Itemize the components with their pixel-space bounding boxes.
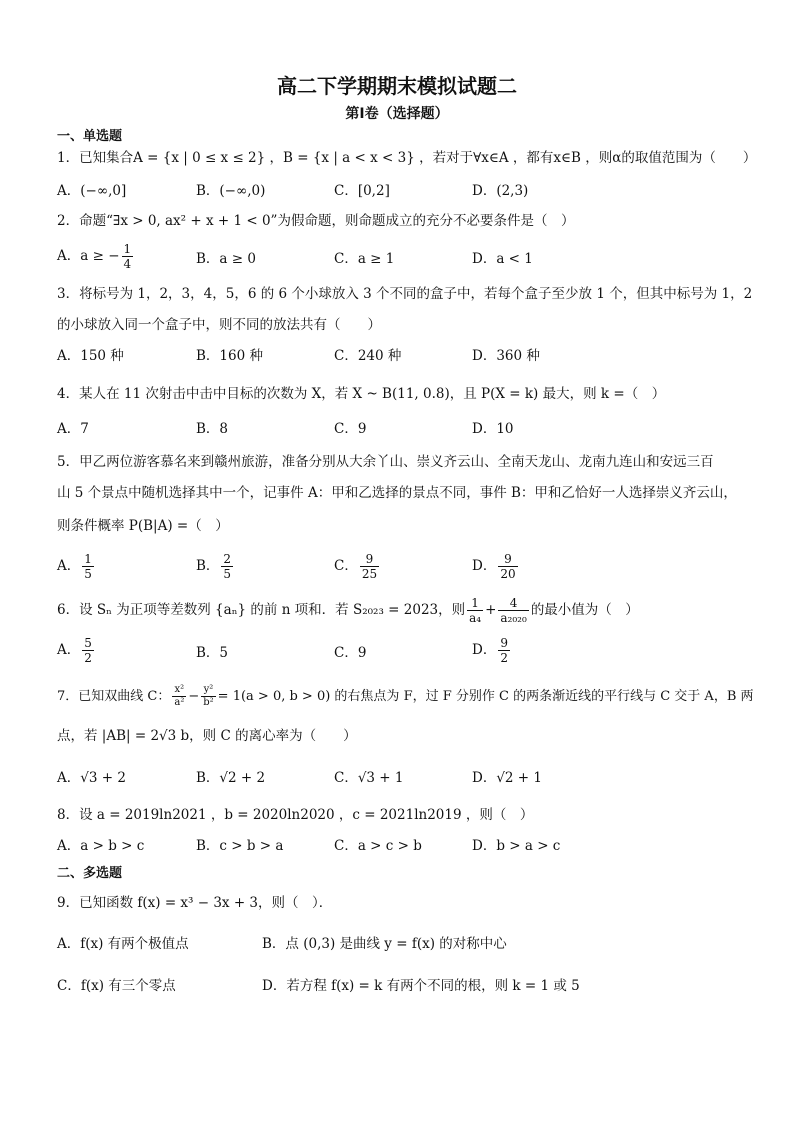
- option-label: D．: [472, 642, 497, 658]
- question-7-stem-end: = 1(a > 0, b > 0) 的右焦点为 F，过 F 分别作 C 的两条渐近线的平行线与 C 交于 A，B 两: [217, 689, 754, 704]
- fraction-numerator: 1: [123, 242, 132, 256]
- question-9-option-a: A．f(x) 有两个极值点: [57, 936, 189, 952]
- question-7-option-c: C．√3 + 1: [334, 770, 404, 786]
- fraction-numerator: 2: [223, 552, 232, 566]
- fraction-numerator: x²: [172, 684, 186, 697]
- fraction-denominator: 2: [500, 651, 508, 665]
- fraction-denominator: b²: [203, 697, 214, 708]
- option-fraction: [498, 636, 510, 665]
- option-fraction: [360, 552, 379, 581]
- option-label: B．: [196, 558, 220, 574]
- question-5-line-1: 5．甲乙两位游客慕名来到赣州旅游，准备分别从大余丫山、崇义齐云山、全南天龙山、龙南九连山和安远三百: [57, 454, 714, 470]
- question-1-option-b: B．(−∞,0): [196, 183, 266, 199]
- question-3-option-d: D．360 种: [472, 348, 540, 364]
- question-6-option-a: [57, 636, 96, 665]
- question-4-option-a: A．7: [57, 421, 89, 437]
- minus-sign: −: [188, 689, 200, 704]
- fraction-numerator: 9: [360, 552, 379, 567]
- question-4-stem: 4．某人在 11 次射击中击中目标的次数为 X，若 X ~ B(11, 0.8)，且 P(X = k) 最大，则 k =（ ）: [57, 386, 666, 402]
- question-6-option-c: C．9: [334, 645, 367, 661]
- question-7-fraction-x: [172, 684, 186, 709]
- question-7-option-d: D．√2 + 1: [472, 770, 542, 786]
- fraction-denominator: a²: [174, 697, 185, 708]
- question-2-option-a-fraction: [122, 242, 134, 271]
- question-3-option-a: A．150 种: [57, 348, 124, 364]
- question-1-option-d: D．(2,3): [472, 183, 529, 199]
- fraction-denominator: 4: [123, 257, 132, 271]
- page-title: 高二下学期期末模拟试题二: [277, 74, 517, 98]
- question-7-fraction-y: [201, 684, 215, 709]
- question-4-option-b: B．8: [196, 421, 229, 437]
- question-4-option-d: D．10: [472, 421, 514, 437]
- question-2-option-a: [57, 242, 135, 271]
- question-7-line-2: 点，若 |AB| = 2√3 b，则 C 的离心率为（ ）: [57, 728, 357, 744]
- question-2-option-d: D．a < 1: [472, 251, 533, 267]
- fraction-denominator: 5: [223, 567, 232, 581]
- question-2-option-a-prefix: A．a ≥ −: [57, 248, 120, 264]
- question-9-stem: 9．已知函数 f(x) = x³ − 3x + 3，则（ ）．: [57, 895, 333, 911]
- question-6-fraction-1: [467, 596, 483, 625]
- question-9-option-b: B．点 (0,3) 是曲线 y = f(x) 的对称中心: [262, 936, 507, 952]
- section-multiple-choice: 二、多选题: [57, 866, 123, 881]
- fraction-numerator: 9: [500, 636, 508, 650]
- option-label: A．: [57, 558, 81, 574]
- option-label: D．: [472, 558, 497, 574]
- question-9-option-d: D．若方程 f(x) = k 有两个不同的根，则 k = 1 或 5: [262, 978, 580, 994]
- question-2-stem: 2．命题“∃x > 0, ax² + x + 1 < 0”为假命题，则命题成立的充分不必要条件是（ ）: [57, 213, 575, 229]
- question-1-option-a: A．(−∞,0]: [57, 183, 127, 199]
- plus-sign: +: [485, 602, 497, 618]
- page-subtitle: 第I卷（选择题）: [345, 106, 449, 122]
- fraction-numerator: 5: [84, 636, 92, 650]
- option-fraction: [498, 552, 517, 581]
- question-6-option-b: B．5: [196, 645, 229, 661]
- fraction-numerator: 4: [498, 596, 528, 611]
- question-7-stem: [57, 684, 754, 709]
- question-1-option-c: C．[0,2]: [334, 183, 390, 199]
- question-3-line-2: 的小球放入同一个盒子中，则不同的放法共有（ ）: [57, 317, 381, 333]
- fraction-denominator: a₄: [469, 611, 482, 625]
- question-4-option-c: C．9: [334, 421, 367, 437]
- question-8-stem: 8．设 a = 2019ln2021 ，b = 2020ln2020 ，c = 2021ln2019 ，则（ ）: [57, 807, 534, 823]
- option-label: C．: [334, 558, 358, 574]
- section-single-choice: 一、单选题: [57, 129, 123, 144]
- question-1-stem: 1．已知集合A = {x | 0 ≤ x ≤ 2} ，B = {x | a < x < 3} ，若对于∀x∈A ，都有x∈B ，则α的取值范围为（ ）: [57, 150, 757, 166]
- fraction-denominator: 25: [361, 567, 378, 581]
- question-5-line-3: 则条件概率 P(B|A) =（ ）: [57, 518, 229, 534]
- fraction-numerator: 9: [498, 552, 517, 567]
- question-6-fraction-2: [498, 596, 528, 625]
- fraction-numerator: y²: [201, 684, 215, 697]
- fraction-denominator: 20: [500, 567, 516, 581]
- question-8-option-c: C．a > c > b: [334, 838, 422, 854]
- question-9-option-c: C．f(x) 有三个零点: [57, 978, 176, 994]
- fraction-numerator: 1: [467, 596, 483, 611]
- fraction-denominator: a₂₀₂₀: [500, 611, 527, 625]
- question-8-option-b: B．c > b > a: [196, 838, 284, 854]
- question-3-option-c: C．240 种: [334, 348, 402, 364]
- fraction-denominator: 2: [84, 651, 92, 665]
- question-2-option-c: C．a ≥ 1: [334, 251, 395, 267]
- question-5-option-a: [57, 552, 96, 581]
- option-fraction: [221, 552, 233, 581]
- question-8-option-d: D．b > a > c: [472, 838, 561, 854]
- question-7-option-a: A．√3 + 2: [57, 770, 126, 786]
- fraction-numerator: 1: [84, 552, 92, 566]
- question-6-stem-start: 6．设 Sₙ 为正项等差数列 {aₙ} 的前 n 项和．若 S₂₀₂₃ = 2023，则: [57, 602, 466, 618]
- question-6-option-d: [472, 636, 512, 665]
- question-7-option-b: B．√2 + 2: [196, 770, 266, 786]
- question-8-option-a: A．a > b > c: [57, 838, 145, 854]
- question-2-option-b: B．a ≥ 0: [196, 251, 256, 267]
- question-5-option-d: [472, 552, 520, 581]
- question-3-option-b: B．160 种: [196, 348, 263, 364]
- question-6-stem: [57, 596, 639, 625]
- question-5-option-b: [196, 552, 235, 581]
- fraction-denominator: 5: [84, 567, 92, 581]
- question-5-line-2: 山 5 个景点中随机选择其中一个，记事件 A：甲和乙选择的景点不同，事件 B：甲和乙恰好一人选择崇义齐云山，: [57, 485, 737, 501]
- question-5-option-c: [334, 552, 381, 581]
- option-fraction: [82, 636, 94, 665]
- option-fraction: [82, 552, 94, 581]
- question-3-line-1: 3．将标号为 1，2，3，4，5，6 的 6 个小球放入 3 个不同的盒子中，若每个盒子至少放 1 个，但其中标号为 1，2: [57, 286, 753, 302]
- question-6-stem-end: 的最小值为（ ）: [530, 602, 639, 618]
- option-label: A．: [57, 642, 81, 658]
- question-7-stem-start: 7．已知双曲线 C：: [57, 689, 171, 704]
